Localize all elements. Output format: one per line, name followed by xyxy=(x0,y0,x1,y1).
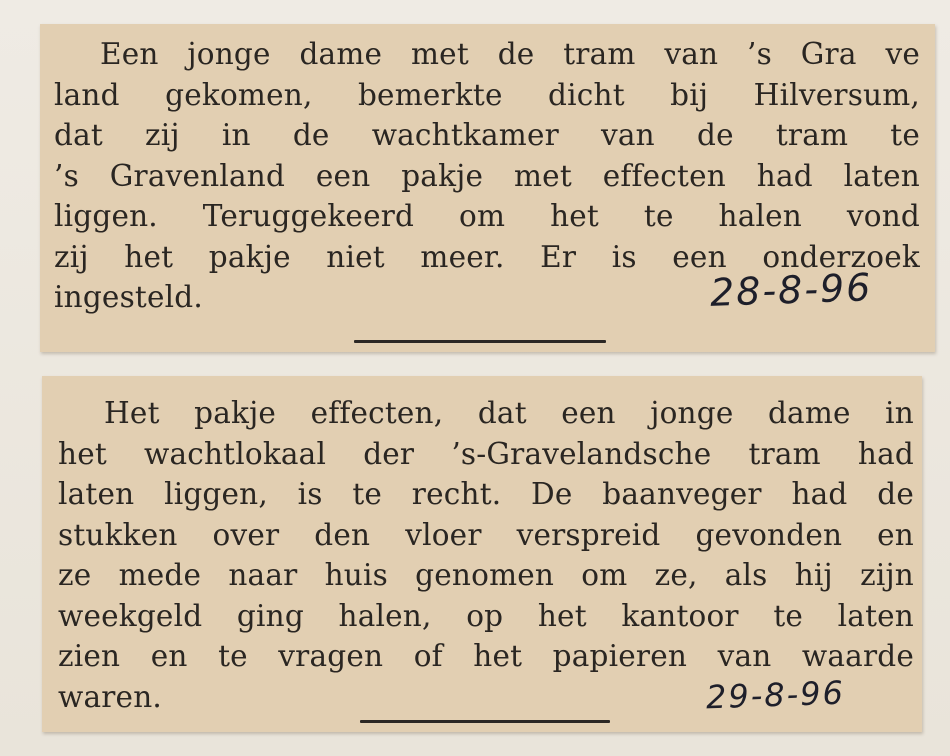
text-line: ingesteld. xyxy=(54,280,203,314)
clipping-2-text xyxy=(58,393,914,717)
text-line: zij het pakje niet meer. Er is een onderzoek xyxy=(54,239,920,274)
text-line: land gekomen, bemerkte dicht bij Hilversum, xyxy=(54,77,920,112)
newspaper-clipping-1 xyxy=(40,24,935,352)
text-line: Het pakje effecten, dat een jonge dame in xyxy=(104,396,914,430)
separator-rule-2 xyxy=(360,720,610,723)
text-line: stukken over den vloer verspreid gevonden en xyxy=(58,517,914,552)
handwritten-date-1: 28-8-96 xyxy=(709,265,874,315)
text-line: ze mede naar huis genomen om ze, als hij zijn xyxy=(58,558,914,592)
text-line: laten liggen, is te recht. De baanveger had de xyxy=(58,477,914,511)
text-line: dat zij in de wachtkamer van de tram te xyxy=(54,118,920,152)
text-line: het wachtlokaal der ’s-Gravelandsche tram had xyxy=(58,436,914,471)
newspaper-clipping-2 xyxy=(42,376,922,732)
separator-rule-1 xyxy=(354,340,606,343)
text-line: Een jonge dame met de tram van ’s Gra ve xyxy=(100,37,920,71)
text-line: zien en te vragen of het papieren van waarde xyxy=(58,639,914,673)
text-line: waren. xyxy=(58,679,162,714)
handwritten-date-2: 29-8-96 xyxy=(705,673,846,717)
text-line: ’s Gravenland een pakje met effecten had laten xyxy=(54,158,920,193)
text-line: liggen. Teruggekeerd om het te halen vond xyxy=(54,199,920,233)
text-line: weekgeld ging halen, op het kantoor te laten xyxy=(58,598,914,633)
